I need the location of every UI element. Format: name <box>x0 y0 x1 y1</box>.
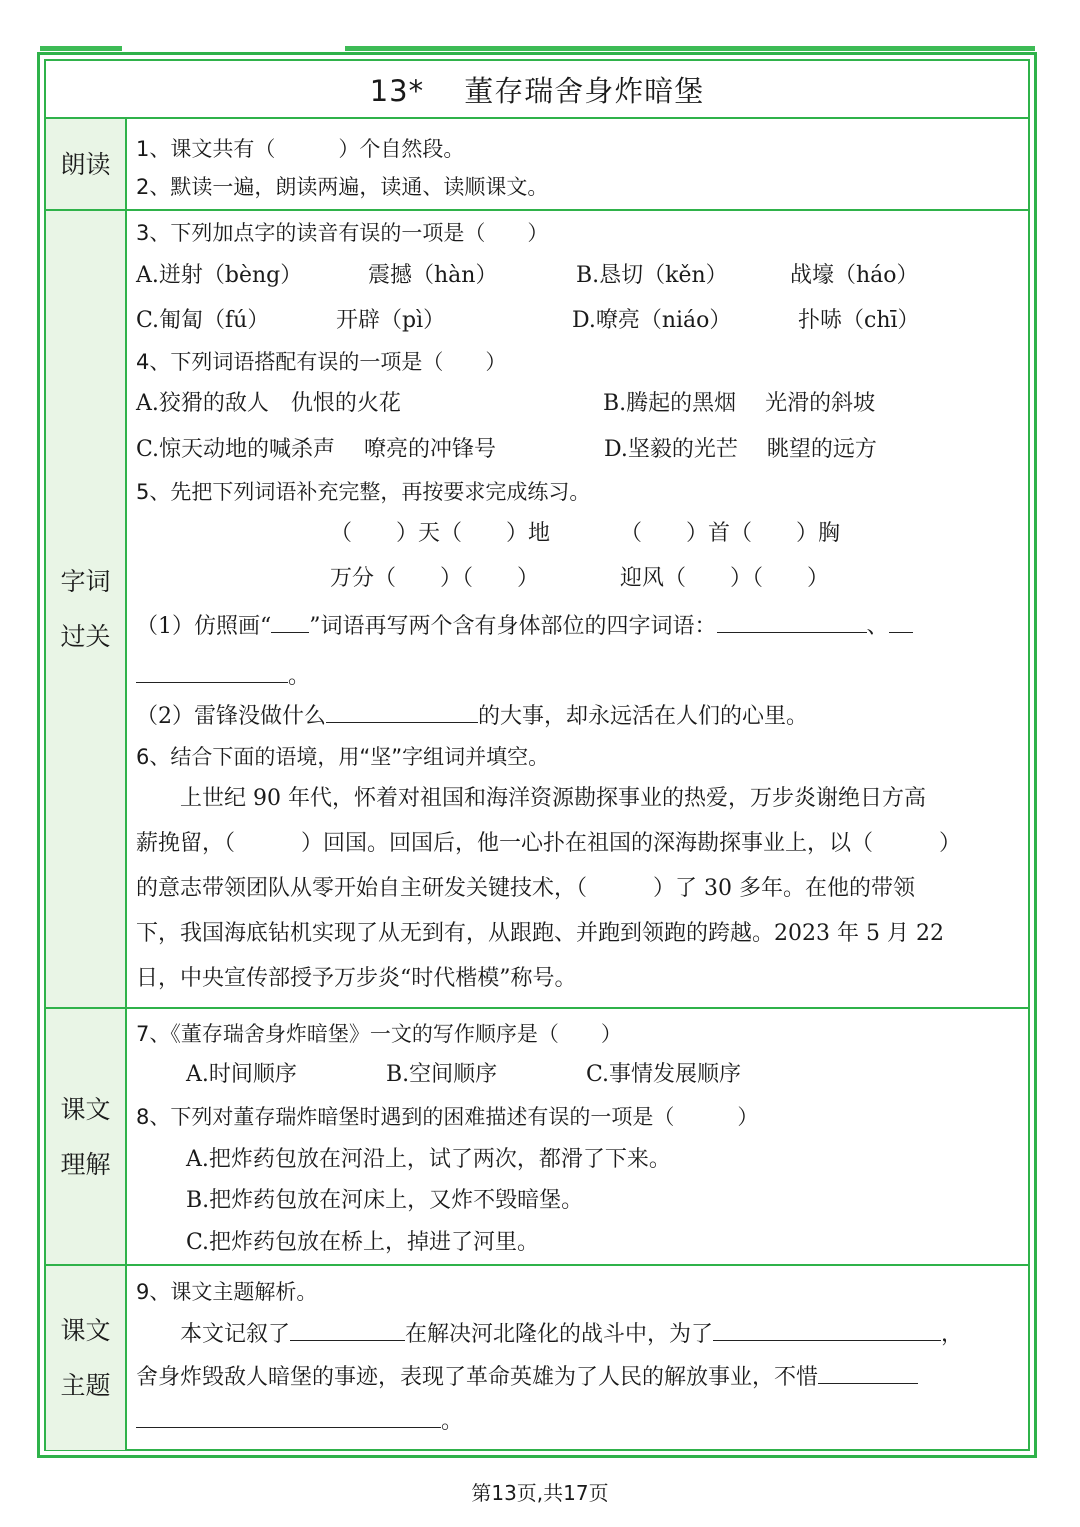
q3-option-a2: 震撼（hàn） <box>368 263 498 288</box>
answer-blank[interactable] <box>136 1405 441 1428</box>
top-decoration-right <box>345 46 1035 51</box>
q3-option-b2: 战壕（háo） <box>790 263 919 288</box>
q7-option-b: B.空间顺序 <box>386 1062 498 1087</box>
q6-paragraph-line: 下，我国海底钻机实现了从无到有，从跟跑、并跑到领跑的跨越。2023 年 5 月 22 <box>136 921 944 946</box>
question-9: 9、课文主题解析。 <box>136 1280 318 1304</box>
divider <box>46 117 1028 119</box>
q3-option-c1: C.匍匐（fú） <box>136 308 270 333</box>
q5-word-4: 迎风（ ）（ ） <box>620 566 830 591</box>
q6-paragraph-line: 的意志带领团队从零开始自主研发关键技术，（ ）了 30 多年。在他的带领 <box>136 876 915 901</box>
q6-paragraph-line: 薪挽留，（ ）回国。回国后，他一心扑在祖国的深海勘探事业上，以（ ） <box>136 831 962 856</box>
q4-option-a: A.狡猾的敌人 仇恨的火花 <box>136 391 401 416</box>
page-footer: 第13页,共17页 <box>471 1481 609 1505</box>
answer-blank[interactable] <box>290 1318 405 1341</box>
q3-option-d2: 扑哧（chī） <box>798 308 920 333</box>
question-5: 5、先把下列词语补充完整，再按要求完成练习。 <box>136 480 591 504</box>
divider <box>46 209 1028 211</box>
question-4: 4、下列词语搭配有误的一项是（ ） <box>136 350 507 374</box>
answer-blank[interactable] <box>271 610 309 633</box>
divider <box>46 1264 1028 1266</box>
question-6: 6、结合下面的语境，用“坚”字组词并填空。 <box>136 745 550 769</box>
q8-option-b: B.把炸药包放在河床上，又炸不毁暗堡。 <box>186 1188 584 1213</box>
q3-option-b1: B.恳切（kěn） <box>576 263 728 288</box>
section-label-words: 字词 过关 <box>46 211 125 1007</box>
column-divider <box>125 119 127 1450</box>
q4-option-b: B.腾起的黑烟 光滑的斜坡 <box>603 391 876 416</box>
question-3: 3、下列加点字的读音有误的一项是（ ） <box>136 221 549 245</box>
question-2: 2、默读一遍，朗读两遍，读通、读顺课文。 <box>136 175 549 199</box>
q9-line-2: 舍身炸毁敌人暗堡的事迹，表现了革命英雄为了人民的解放事业，不惜 <box>136 1361 918 1393</box>
q5-sub-2: （2）雷锋没做什么 的大事，却永远活在人们的心里。 <box>136 700 808 732</box>
answer-blank[interactable] <box>326 700 478 723</box>
q5-sub-1-cont: 。 <box>136 660 310 692</box>
section-label-comprehension: 课文 理解 <box>46 1009 125 1264</box>
q5-sub-1: （1）仿照画“ ”词语再写两个含有身体部位的四字词语： 、 <box>136 610 913 642</box>
q4-option-d: D.坚毅的光芒 眺望的远方 <box>604 437 877 462</box>
answer-blank[interactable] <box>713 1318 941 1341</box>
q7-option-a: A.时间顺序 <box>186 1062 297 1087</box>
q3-option-c2: 开辟（pì） <box>336 308 446 333</box>
answer-blank[interactable] <box>818 1361 918 1384</box>
section-label-theme: 课文 主题 <box>46 1266 125 1450</box>
answer-blank[interactable] <box>889 610 913 633</box>
q6-paragraph-line: 上世纪 90 年代，怀着对祖国和海洋资源勘探事业的热爱，万步炎谢绝日方高 <box>136 786 926 811</box>
q3-option-d1: D.嘹亮（niáo） <box>572 308 732 333</box>
q5-word-2: （ ）首（ ）胸 <box>620 521 841 546</box>
q5-word-3: 万分（ ）（ ） <box>330 566 540 591</box>
q7-option-c: C.事情发展顺序 <box>586 1062 742 1087</box>
q8-option-c: C.把炸药包放在桥上，掉进了河里。 <box>186 1230 540 1255</box>
top-decoration-left <box>40 46 122 51</box>
question-8: 8、下列对董存瑞炸暗堡时遇到的困难描述有误的一项是（ ） <box>136 1105 759 1129</box>
divider <box>46 1007 1028 1009</box>
q5-word-1: （ ）天（ ）地 <box>330 521 551 546</box>
answer-blank[interactable] <box>717 610 867 633</box>
question-7: 7、《董存瑞舍身炸暗堡》一文的写作顺序是（ ） <box>136 1022 622 1046</box>
answer-blank[interactable] <box>136 660 288 683</box>
q9-line-1: 本文记叙了 在解决河北隆化的战斗中，为了 ， <box>136 1318 963 1350</box>
q4-option-c: C.惊天动地的喊杀声 嘹亮的冲锋号 <box>136 437 497 462</box>
section-label-reading: 朗读 <box>46 119 125 209</box>
q8-option-a: A.把炸药包放在河沿上，试了两次，都滑了下来。 <box>186 1147 671 1172</box>
page-title: 13* 董存瑞舍身炸暗堡 <box>369 74 705 108</box>
q6-paragraph-line: 日，中央宣传部授予万步炎“时代楷模”称号。 <box>136 966 577 991</box>
q3-option-a1: A.迸射（bèng） <box>136 263 303 288</box>
q9-line-3: 。 <box>136 1405 463 1437</box>
question-1: 1、课文共有（ ）个自然段。 <box>136 137 465 161</box>
